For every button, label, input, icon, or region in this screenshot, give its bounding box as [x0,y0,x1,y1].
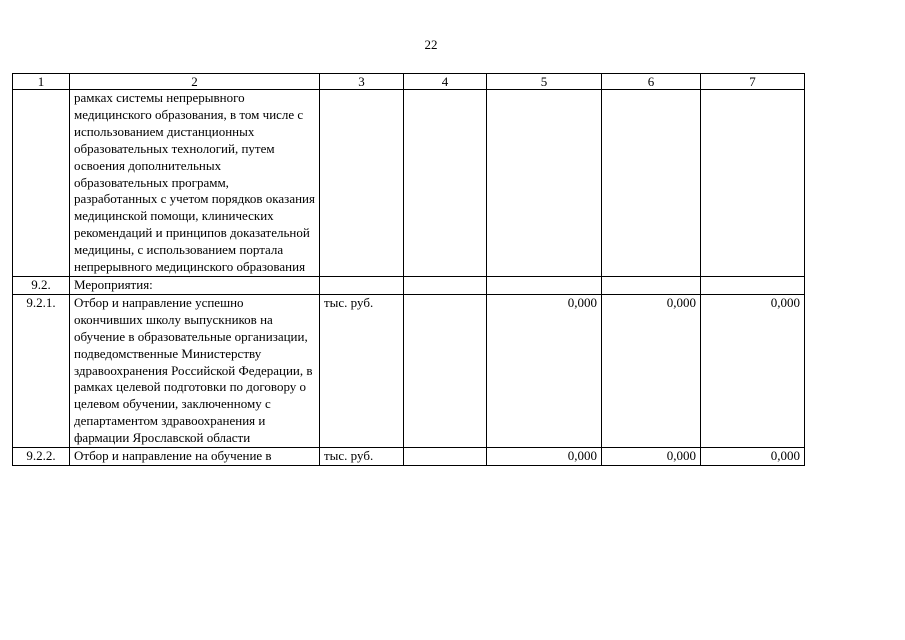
row-unit: тыс. руб. [320,448,404,466]
row-description: рамках системы непрерывного медицинского образования, в том числе с использованием дистанционных образовательных технологий, путем освоения дополнительных образовательных программ, разработанных с учетом порядков оказания медицинской помощи, клинических рекомендаций и принципов доказательной медицины, с использованием портала непрерывного медицинского образования [70,90,320,277]
header-cell: 3 [320,74,404,90]
row-col5: 0,000 [487,294,602,447]
row-col6: 0,000 [602,448,701,466]
header-cell: 4 [404,74,487,90]
row-number: 9.2. [13,276,70,294]
table-row [13,448,805,466]
header-cell: 1 [13,74,70,90]
row-number: 9.2.1. [13,294,70,447]
header-cell: 2 [70,74,320,90]
row-col4 [404,90,487,277]
header-cell: 6 [602,74,701,90]
row-unit: тыс. руб. [320,294,404,447]
row-col7 [701,276,805,294]
table-row [13,294,805,447]
row-col6 [602,276,701,294]
table-header-row [13,74,805,90]
page-number: 22 [424,37,438,52]
row-col6 [602,90,701,277]
row-unit [320,90,404,277]
row-col4 [404,294,487,447]
row-col7: 0,000 [701,448,805,466]
row-unit [320,276,404,294]
row-col7: 0,000 [701,294,805,447]
data-table [12,73,805,466]
header-cell: 7 [701,74,805,90]
row-col6: 0,000 [602,294,701,447]
row-col7 [701,90,805,277]
row-description: Отбор и направление на обучение в [70,448,320,466]
row-col4 [404,448,487,466]
table-row [13,276,805,294]
table-row [13,90,805,277]
row-description: Мероприятия: [70,276,320,294]
row-col4 [404,276,487,294]
row-number: 9.2.2. [13,448,70,466]
header-cell: 5 [487,74,602,90]
row-number [13,90,70,277]
row-col5 [487,276,602,294]
row-description: Отбор и направление успешно окончивших школу выпускников на обучение в образовательные организации, подведомственные Министерству здравоохранения Российской Федерации, в рамках целевой подготовки по договору о целевом обучении, заключенному с департаментом здравоохранения и фармации Ярославской области [70,294,320,447]
row-col5: 0,000 [487,448,602,466]
row-col5 [487,90,602,277]
